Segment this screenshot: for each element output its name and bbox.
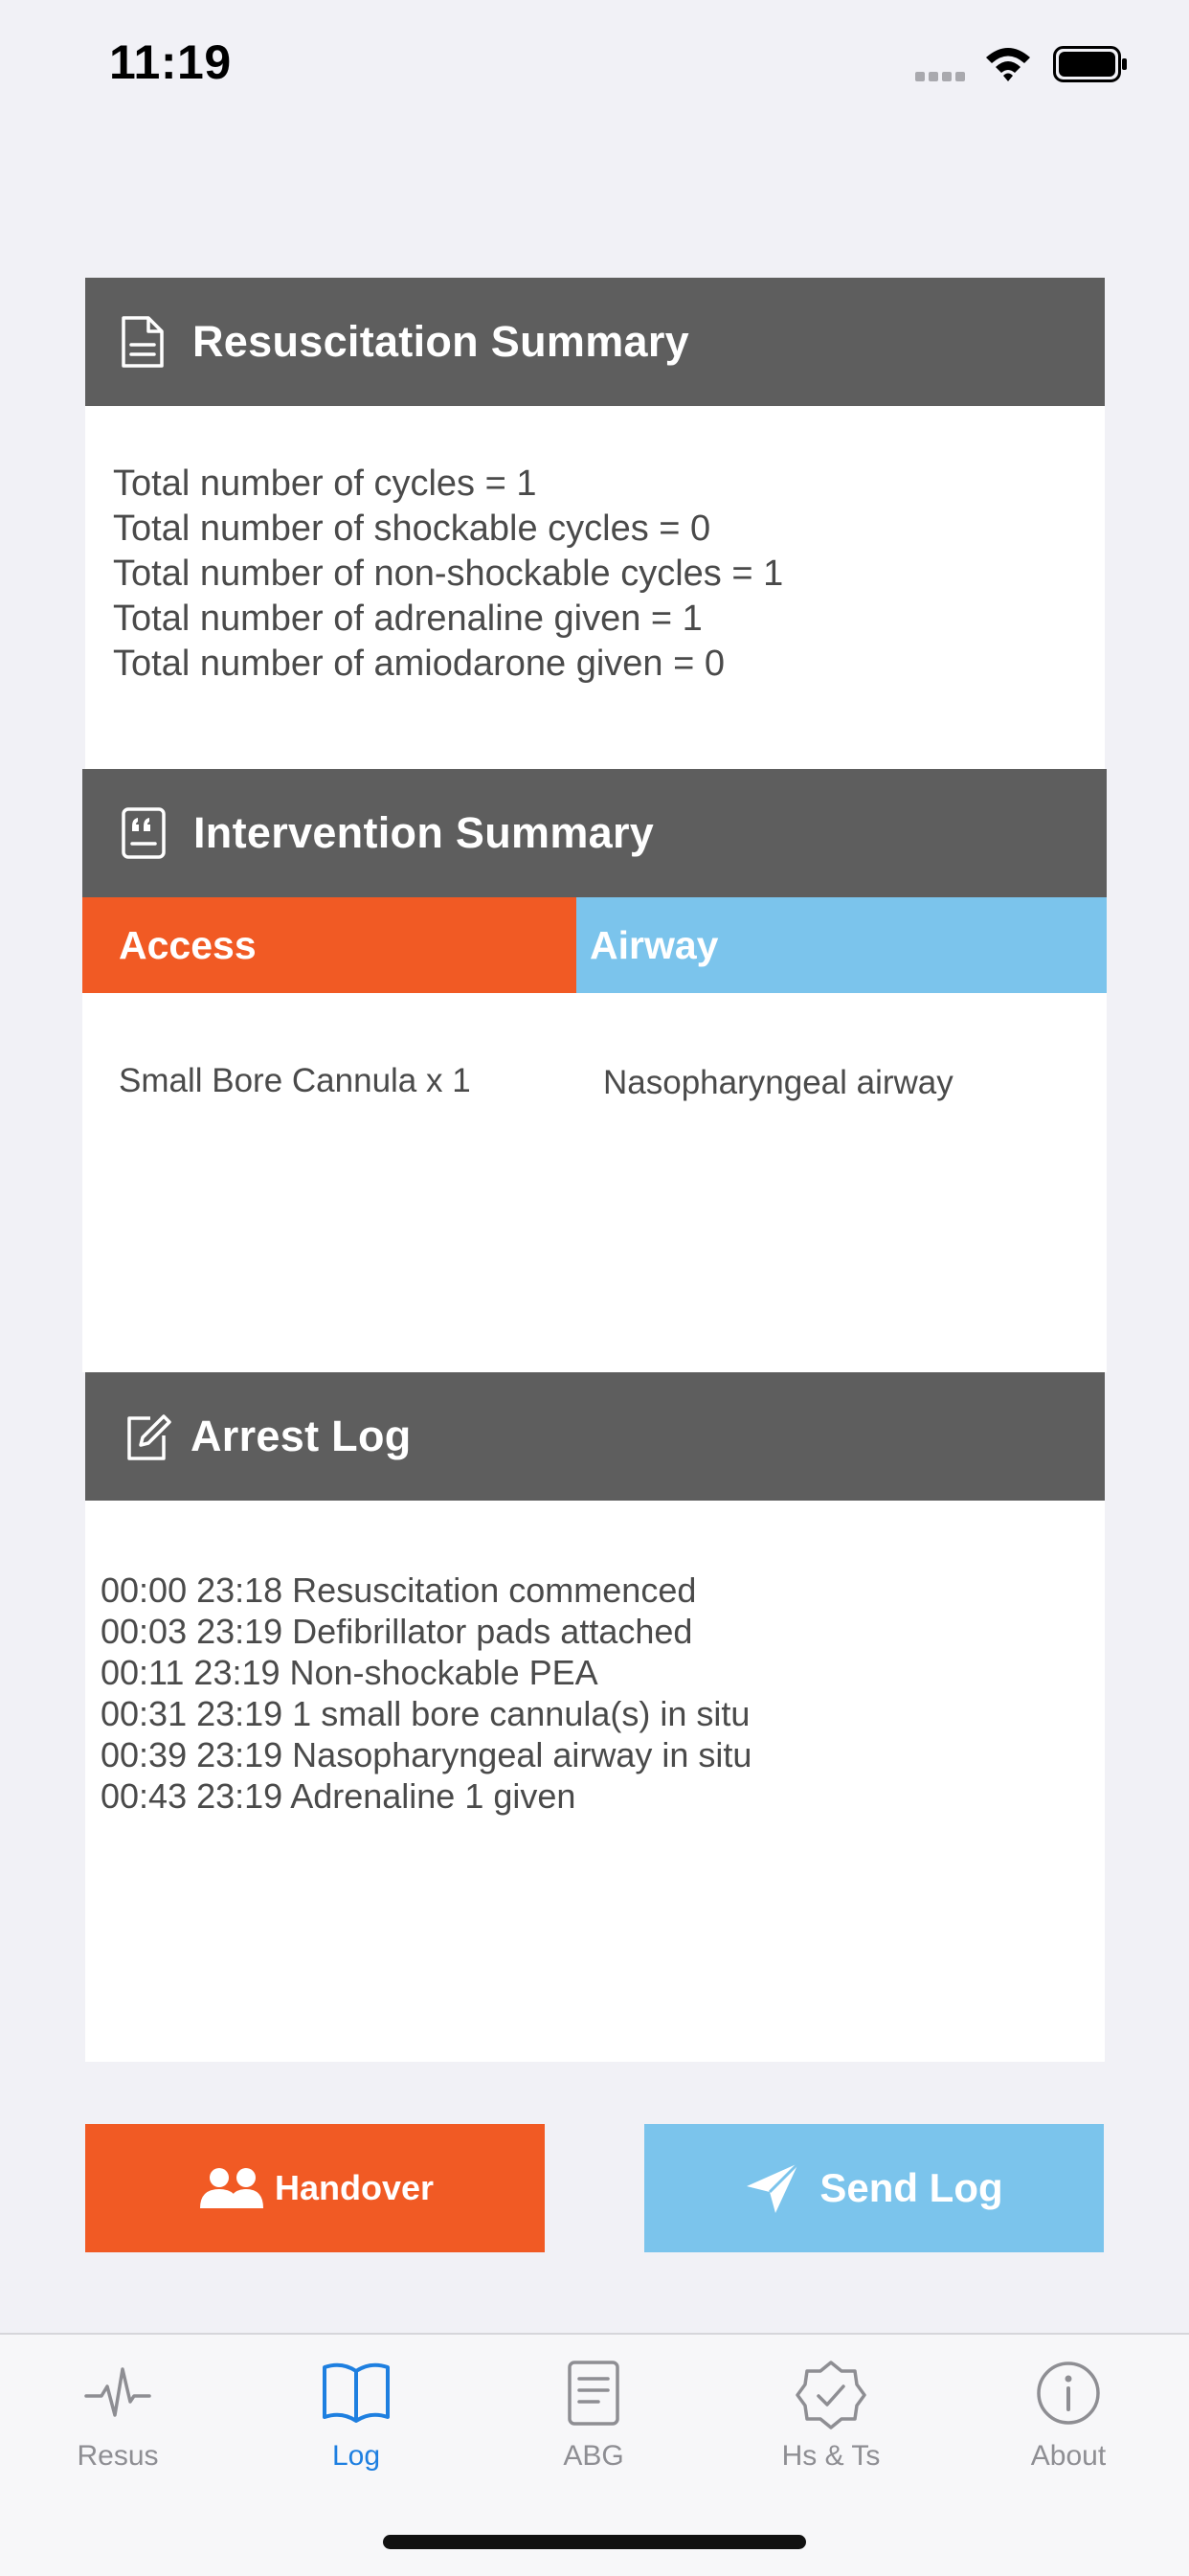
summary-line: Total number of amiodarone given = 0 (113, 644, 726, 684)
handover-label: Handover (274, 2168, 435, 2207)
tab-label: Hs & Ts (781, 2440, 881, 2472)
arrest-log-header (85, 1372, 1105, 1501)
log-entry: 00:03 23:19 Defibrillator pads attached (101, 1612, 693, 1651)
cellular-signal-icon (915, 69, 971, 80)
log-entry: 00:43 23:19 Adrenaline 1 given (101, 1776, 576, 1816)
status-time: 11:19 (109, 35, 232, 89)
summary-lines (113, 462, 783, 687)
document-icon (118, 314, 168, 370)
summary-line: Total number of cycles = 1 (113, 463, 537, 504)
access-value: Small Bore Cannula x 1 (119, 1062, 471, 1099)
status-bar (0, 0, 1189, 126)
arrest-log-body[interactable] (85, 1501, 1105, 2062)
wifi-icon (984, 44, 1032, 82)
intervention-summary-header (82, 769, 1107, 897)
heartbeat-icon (84, 2360, 151, 2427)
paper-plane-icon (745, 2161, 800, 2215)
tab-label: Resus (77, 2440, 159, 2472)
tab-label: ABG (563, 2440, 624, 2472)
tab-hs-ts[interactable] (735, 2360, 927, 2494)
log-entry: 00:11 23:19 Non-shockable PEA (101, 1653, 598, 1692)
resuscitation-summary-title: Resuscitation Summary (192, 317, 689, 366)
book-icon (321, 2360, 392, 2427)
tab-label: About (1030, 2440, 1107, 2472)
tab-resus[interactable] (22, 2360, 213, 2494)
tab-log[interactable] (260, 2360, 452, 2494)
edit-icon (122, 1409, 171, 1464)
summary-line: Total number of non-shockable cycles = 1 (113, 554, 784, 594)
summary-line: Total number of adrenaline given = 1 (113, 599, 703, 639)
airway-column-header (576, 897, 1107, 993)
quote-icon (119, 805, 168, 861)
summary-line: Total number of shockable cycles = 0 (113, 508, 711, 549)
log-entry: 00:31 23:19 1 small bore cannula(s) in situ (101, 1694, 751, 1733)
resuscitation-summary-header (85, 278, 1105, 406)
home-indicator[interactable] (383, 2535, 806, 2549)
battery-icon (1053, 46, 1128, 82)
send-log-button[interactable] (644, 2124, 1104, 2252)
airway-label: Airway (590, 922, 719, 967)
arrest-log-title: Arrest Log (191, 1412, 412, 1460)
resuscitation-summary-body (85, 406, 1105, 770)
handover-button[interactable] (85, 2124, 545, 2252)
airway-value: Nasopharyngeal airway (603, 1064, 953, 1101)
log-entry: 00:39 23:19 Nasopharyngeal airway in situ (101, 1735, 752, 1774)
arrest-log-entries (101, 1570, 752, 1817)
checkmark-seal-icon (796, 2360, 866, 2430)
tab-abg[interactable] (498, 2360, 689, 2494)
intervention-summary-title: Intervention Summary (193, 808, 655, 857)
send-log-label: Send Log (819, 2165, 1003, 2210)
access-column-header (82, 897, 576, 993)
document-icon (564, 2360, 623, 2427)
tab-about[interactable] (973, 2360, 1164, 2494)
log-entry: 00:00 23:18 Resuscitation commenced (101, 1570, 697, 1610)
access-label: Access (119, 922, 257, 967)
people-icon (196, 2166, 265, 2210)
intervention-summary-body (82, 897, 1107, 1372)
tab-label: Log (331, 2440, 381, 2472)
info-icon (1035, 2360, 1102, 2427)
